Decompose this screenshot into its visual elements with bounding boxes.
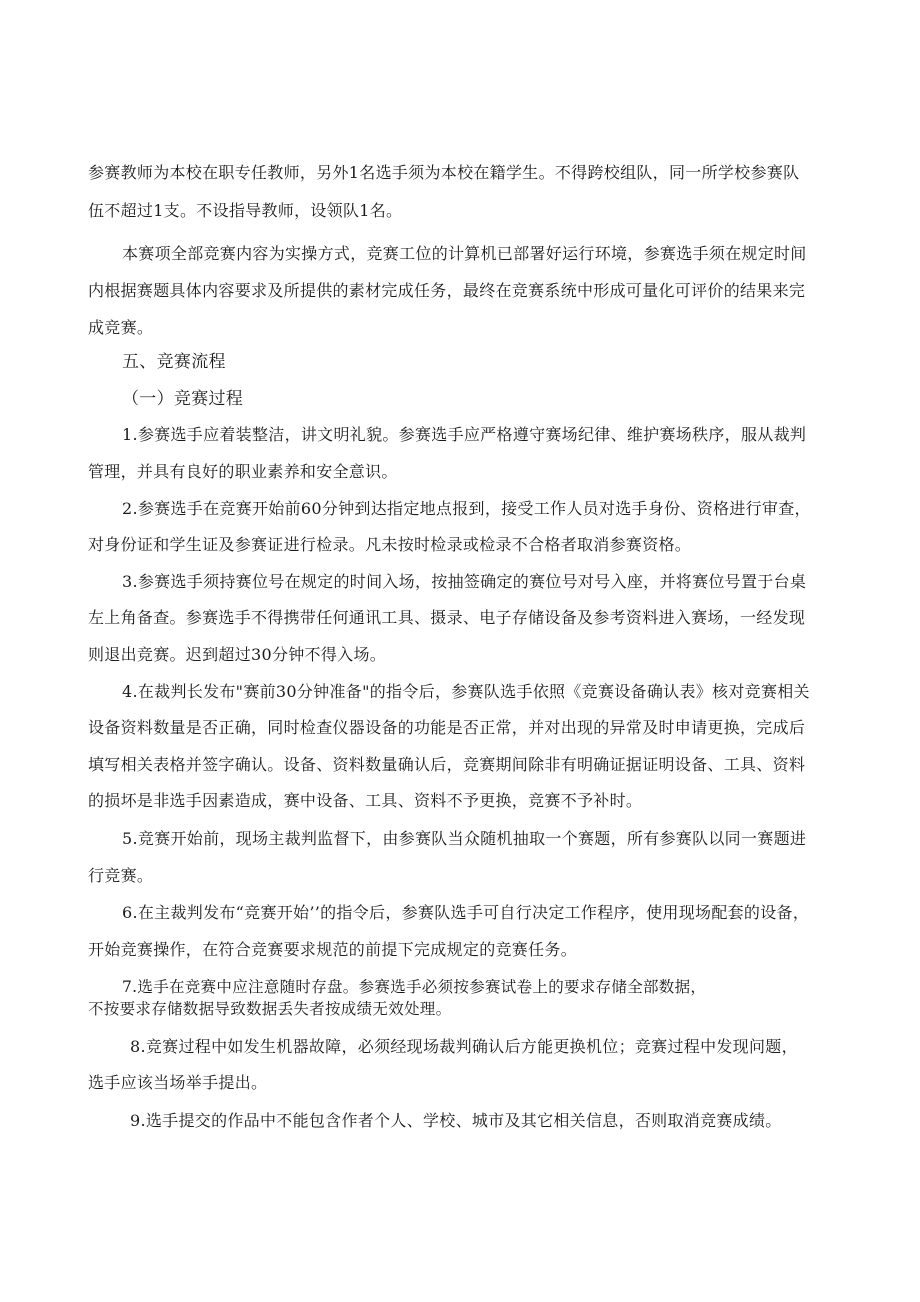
paragraph-line: 设备资料数量是否正确，同时检查仪器设备的功能是否正常，并对出现的异常及时申请更换，完成后 xyxy=(88,718,806,737)
paragraph-line: 6.在主裁判发布“竞赛开始’’的指令后，参赛队选手可自行决定工作程序，使用现场配套的设备， xyxy=(122,903,810,922)
paragraph-line: 9.选手提交的作品中不能包含作者个人、学校、城市及其它相关信息，否则取消竞赛成绩。 xyxy=(130,1111,782,1130)
section-heading: 五、竞赛流程 xyxy=(122,352,226,372)
paragraph-line: 4.在裁判长发布"赛前30分钟准备"的指令后，参赛队选手依照《竞赛设备确认表》核对竞赛相关 xyxy=(122,682,810,701)
paragraph-line: 内根据赛题具体内容要求及所提供的素材完成任务，最终在竞赛系统中形成可量化可评价的结果来完 xyxy=(88,281,806,300)
paragraph-line: 行竞赛。 xyxy=(88,866,154,885)
paragraph-line: 的损坏是非选手因素造成，赛中设备、工具、资料不予更换，竞赛不予补时。 xyxy=(88,791,643,810)
paragraph-line: 选手应该当场举手提出。 xyxy=(88,1073,268,1092)
paragraph-line: 伍不超过1支。不设指导教师，设领队1名。 xyxy=(88,201,403,220)
paragraph-line: 5.竞赛开始前，现场主裁判监督下，由参赛队当众随机抽取一个赛题，所有参赛队以同一赛题进 xyxy=(122,829,807,848)
paragraph-line: 对身份证和学生证及参赛证进行检录。凡未按时检录或检录不合格者取消参赛资格。 xyxy=(88,535,692,554)
paragraph-line: 开始竞赛操作，在符合竞赛要求规范的前提下完成规定的竞赛任务。 xyxy=(88,940,578,959)
paragraph-line: 1.参赛选手应着装整洁，讲文明礼貌。参赛选手应严格遵守赛场纪律、维护赛场秩序，服从裁判 xyxy=(122,425,807,444)
paragraph-line: 本赛项全部竞赛内容为实操方式，竞赛工位的计算机已部署好运行环境，参赛选手须在规定时间 xyxy=(122,244,807,263)
paragraph-line: 参赛教师为本校在职专任教师，另外1名选手须为本校在籍学生。不得跨校组队，同一所学校参赛队 xyxy=(88,163,800,182)
paragraph-line: 8.竞赛过程中如发生机器故障，必须经现场裁判确认后方能更换机位；竞赛过程中发现问题， xyxy=(130,1037,798,1056)
paragraph-line: 不按要求存储数据导致数据丢失者按成绩无效处理。 xyxy=(88,1000,452,1018)
paragraph-line: 2.参赛选手在竞赛开始前60分钟到达指定地点报到，接受工作人员对选手身份、资格进行审查， xyxy=(122,499,811,518)
paragraph-line: 管理，并具有良好的职业素养和安全意识。 xyxy=(88,462,398,481)
paragraph-line: 3.参赛选手须持赛位号在规定的时间入场，按抽签确定的赛位号对号入座，并将赛位号置于台桌 xyxy=(122,572,807,591)
subsection-heading: （一）竞赛过程 xyxy=(122,389,244,409)
paragraph-line: 填写相关表格并签字确认。设备、资料数量确认后，竞赛期间除非有明确证据证明设备、工具、资料 xyxy=(88,755,806,774)
paragraph-line: 左上角备查。参赛选手不得携带任何通讯工具、摄录、电子存储设备及参考资料进入赛场，一经发现 xyxy=(88,608,806,627)
paragraph-line: 7.选手在竞赛中应注意随时存盘。参赛选手必须按参赛试卷上的要求存储全部数据， xyxy=(122,978,707,996)
paragraph-line: 成竞赛。 xyxy=(88,318,154,337)
paragraph-line: 则退出竞赛。迟到超过30分钟不得入场。 xyxy=(88,645,387,664)
